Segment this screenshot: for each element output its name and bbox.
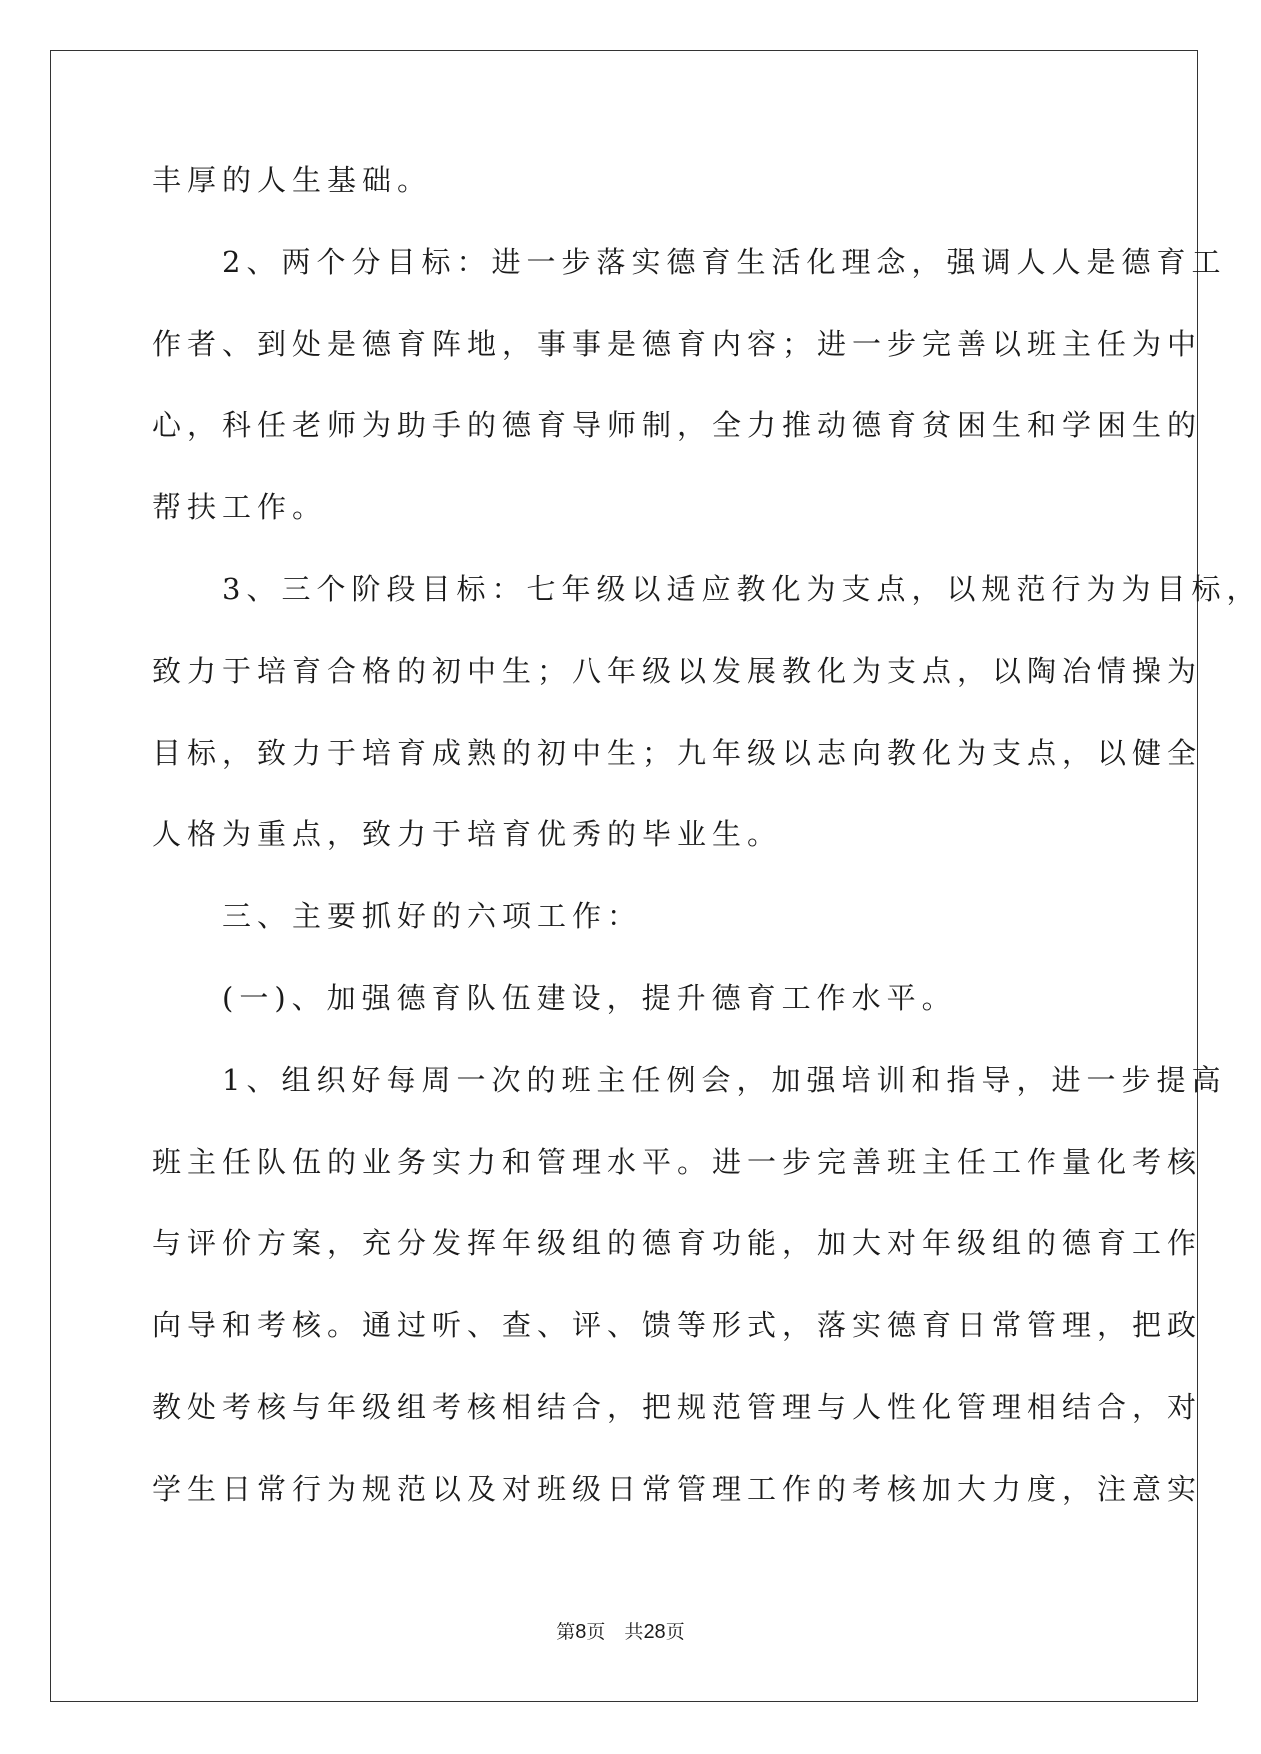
footer-suffix: 页: [665, 1621, 685, 1643]
text-line: 教处考核与年级组考核相结合，把规范管理与人性化管理相结合，对: [152, 1389, 1203, 1424]
text-line: 1、组织好每周一次的班主任例会，加强培训和指导，进一步提高: [152, 1062, 1227, 1097]
text-line: 帮扶工作。: [152, 490, 328, 525]
page-footer: [0, 1617, 1241, 1644]
footer-middle: 页 共: [586, 1621, 644, 1643]
footer-prefix: 第: [556, 1621, 576, 1643]
text-line: 心，科任老师为助手的德育导师制，全力推动德育贫困生和学困生的: [152, 408, 1203, 443]
text-line: 学生日常行为规范以及对班级日常管理工作的考核加大力度，注意实: [152, 1471, 1203, 1506]
subsection-heading: (一)、加强德育队伍建设，提升德育工作水平。: [152, 980, 957, 1015]
text-line: 目标，致力于培育成熟的初中生；九年级以志向教化为支点，以健全: [152, 735, 1203, 770]
text-line: 班主任队伍的业务实力和管理水平。进一步完善班主任工作量化考核: [152, 1144, 1203, 1179]
text-line: 致力于培育合格的初中生；八年级以发展教化为支点，以陶冶情操为: [152, 653, 1203, 688]
text-line: 丰厚的人生基础。: [152, 163, 433, 197]
document-body: [152, 153, 1261, 1544]
text-line: 人格为重点，致力于培育优秀的毕业生。: [152, 817, 783, 852]
text-line: 3、三个阶段目标：七年级以适应教化为支点，以规范行为为目标，: [152, 571, 1261, 606]
current-page-number: 8: [575, 1621, 587, 1643]
text-line: 2、两个分目标：进一步落实德育生活化理念，强调人人是德育工: [152, 244, 1227, 279]
total-page-count: 28: [643, 1621, 666, 1643]
text-line: 与评价方案，充分发挥年级组的德育功能，加大对年级组的德育工作: [152, 1226, 1203, 1261]
text-line: 作者、到处是德育阵地，事事是德育内容；进一步完善以班主任为中: [152, 326, 1203, 361]
section-heading: 三、主要抓好的六项工作：: [152, 899, 643, 934]
text-line: 向导和考核。通过听、查、评、馈等形式，落实德育日常管理，把政: [152, 1308, 1203, 1343]
